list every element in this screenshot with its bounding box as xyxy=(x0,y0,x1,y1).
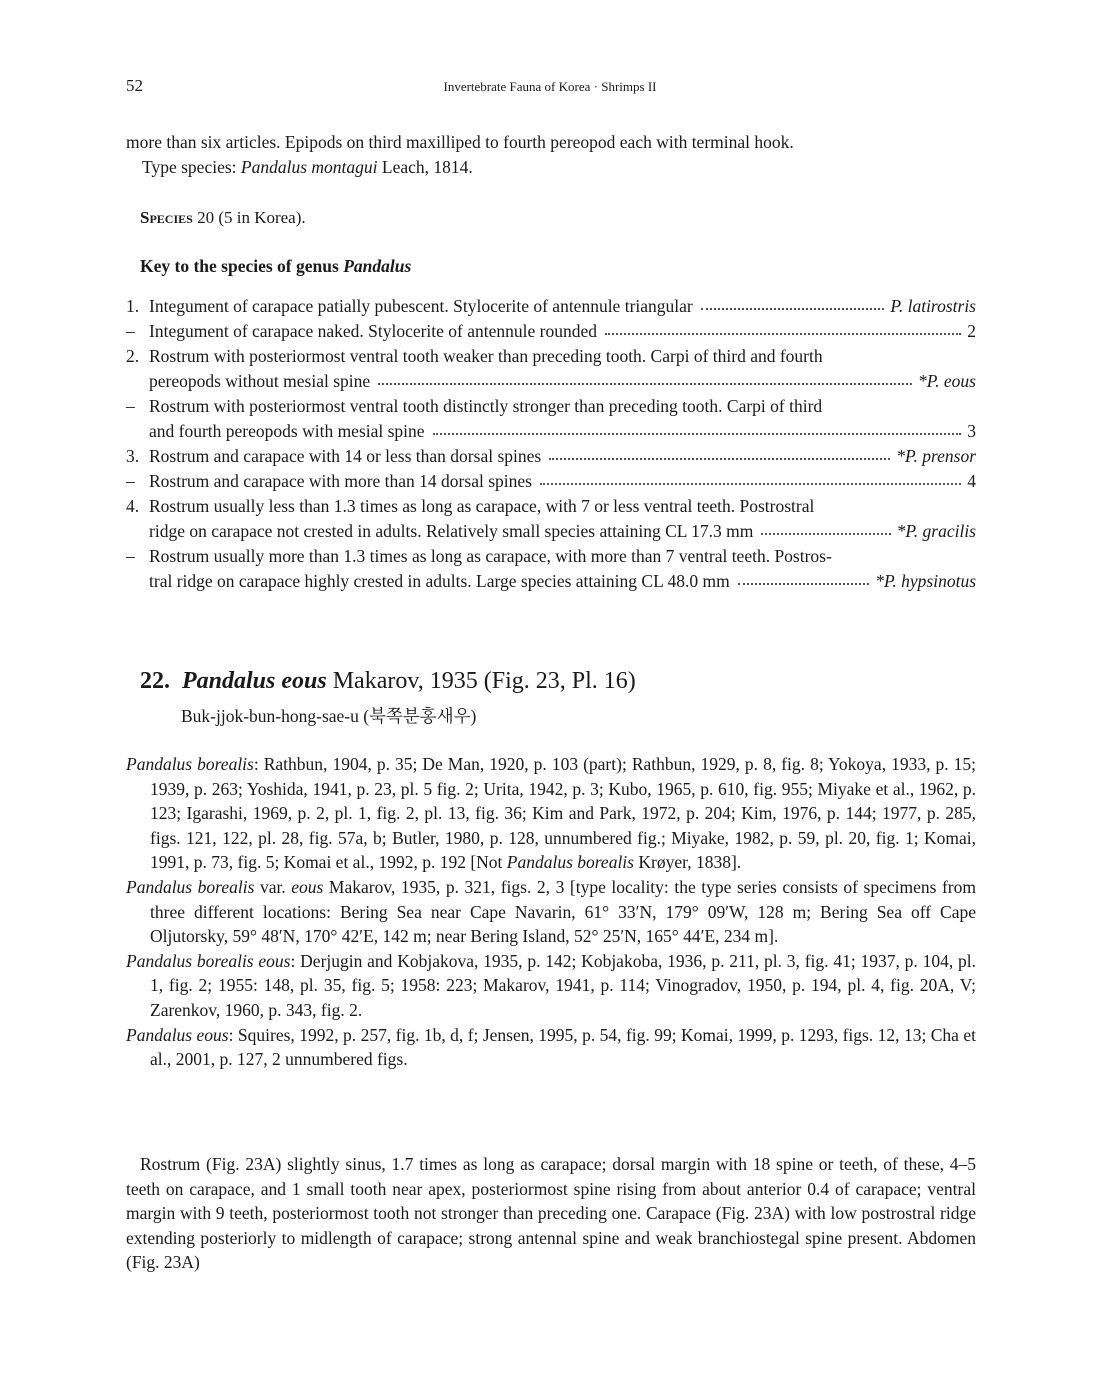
synonym-name: eous xyxy=(291,876,324,897)
synonymy-entry xyxy=(126,1023,976,1072)
key-answer: P. latirostris xyxy=(890,296,976,316)
key-line xyxy=(126,492,976,517)
description xyxy=(126,1152,976,1275)
key-answer: *P. prensor xyxy=(896,446,976,466)
synonym-name: Pandalus borealis eous xyxy=(126,950,291,971)
key-answer: 3 xyxy=(967,421,976,441)
synonym-refs: : Squires, 1992, p. 257, fig. 1b, d, f; Jensen, 1995, p. 54, fig. 99; Komai, 1999, p. 1293, figs. 12, 13; Cha et al., 2001, p. 127, 2 unnumbered figs. xyxy=(150,1024,976,1070)
key-text: Rostrum usually less than 1.3 times as long as carapace, with 7 or less ventral teeth. Postrostral xyxy=(149,496,815,516)
key-mark: – xyxy=(126,396,135,416)
key-title-genus: Pandalus xyxy=(343,256,412,276)
key-answer: 2 xyxy=(967,321,976,341)
korean-name: Buk-jjok-bun-hong-sae-u (북쪽분홍새우) xyxy=(181,706,477,726)
synonym-refs: var. xyxy=(254,876,292,897)
key-leader xyxy=(540,483,961,485)
key-text: Rostrum and carapace with 14 or less than dorsal spines xyxy=(149,446,542,466)
type-species-label: Type species: xyxy=(142,157,241,177)
synonymy xyxy=(126,752,976,1072)
key-mark: 4. xyxy=(126,496,140,516)
intro-paragraph xyxy=(126,130,976,180)
key-answer: 4 xyxy=(967,471,976,491)
species-name: Pandalus eous xyxy=(182,668,327,694)
species-authority: Makarov, 1935 (Fig. 23, Pl. 16) xyxy=(326,668,636,694)
key-line xyxy=(126,442,976,467)
synonym-name: Pandalus borealis xyxy=(506,852,634,873)
key-mark: 3. xyxy=(126,446,140,466)
type-species-author: Leach, 1814. xyxy=(377,157,473,177)
key-text: and fourth pereopods with mesial spine xyxy=(149,421,425,441)
synonym-name: Pandalus borealis xyxy=(126,876,255,897)
species-key xyxy=(126,292,976,592)
running-title: Invertebrate Fauna of Korea · Shrimps II xyxy=(443,79,657,94)
key-answer: *P. gracilis xyxy=(896,521,976,541)
key-mark: – xyxy=(126,471,135,491)
synonym-refs: Krøyer, 1838]. xyxy=(633,852,742,873)
key-leader xyxy=(738,583,869,585)
key-line xyxy=(126,367,976,392)
key-text: Rostrum with posteriormost ventral tooth distinctly stronger than preceding tooth. Carpi of third xyxy=(149,396,823,416)
key-title xyxy=(140,256,411,277)
key-text: Integument of carapace naked. Stylocerite of antennule rounded xyxy=(149,321,598,341)
synonym-name: Pandalus eous xyxy=(126,1024,229,1045)
key-answer: *P. eous xyxy=(917,371,976,391)
synonymy-entry xyxy=(126,949,976,1023)
key-text: Rostrum usually more than 1.3 times as long as carapace, with more than 7 ventral teeth. Postros- xyxy=(149,546,832,566)
synonym-refs: : Rathbun, 1904, p. 35; De Man, 1920, p. 103 (part); Rathbun, 1929, p. 8, fig. 8; Yokoya, 1933, p. 15; 1939, p. 263; Yoshida, 1941, p. 23, pl. 5 fig. 2; Urita, 1942, p. 3; Kubo, 1965, p. 610, fig. 955; Miyake et al., 1962, p. 123; Igarashi, 1969, p. 2, pl. 1, fig. 2, pl. 13, fig. 36; Kim and Park, 1972, p. 204; Kim, 1976, p. 144; 1977, p. 285, figs. 121, 122, pl. 28, fig. 57a, b; Butler, 1980, p. 128, unnumbered fig.; Miyake, 1982, p. 59, pl. 20, fig. 1; Komai, 1991, p. 73, fig. 5; Komai et al., 1992, p. 192 [Not xyxy=(150,754,977,873)
key-line xyxy=(126,417,976,442)
page-number: 52 xyxy=(126,76,143,95)
species-count xyxy=(140,208,306,228)
synonym-name: Pandalus borealis xyxy=(126,754,254,774)
key-leader xyxy=(433,433,962,435)
key-mark: – xyxy=(126,321,135,341)
key-text: ridge on carapace not crested in adults. Relatively small species attaining CL 17.3 mm xyxy=(149,521,754,541)
key-line xyxy=(126,517,976,542)
key-text: Rostrum and carapace with more than 14 dorsal spines xyxy=(149,471,532,491)
key-line xyxy=(126,292,976,317)
key-line xyxy=(126,567,976,592)
synonym-refs: Makarov, 1935, p. 321, figs. 2, 3 [type locality: the type series consists of specimens from three different locations: Bering Sea near Cape Navarin, 61° 33′N, 179° 09′W, 128 m; Bering Sea off Cape Oljutorsky, 59° 48′N, 170° 42′E, 142 m; near Bering Island, 52° 25′N, 165° 44′E, 234 m]. xyxy=(150,876,976,947)
key-line xyxy=(126,542,976,567)
intro-line: more than six articles. Epipods on third maxilliped to fourth pereopod each with terminal hook. xyxy=(126,132,794,152)
species-heading xyxy=(140,668,636,695)
type-species-line xyxy=(126,155,976,180)
key-leader xyxy=(605,333,961,335)
key-leader xyxy=(701,308,885,310)
species-label: Species xyxy=(140,208,193,227)
key-leader xyxy=(378,383,912,385)
key-answer: *P. hypsinotus xyxy=(875,571,976,591)
key-line xyxy=(126,342,976,367)
synonym-refs: : Derjugin and Kobjakova, 1935, p. 142; Kobjakoba, 1936, p. 211, pl. 3, fig. 41; 1937, p. 104, pl. 1, fig. 2; 1955: 148, pl. 35, fig. 5; 1958: 223; Makarov, 1941, p. 114; Vinogradov, 1950, p. 194, pl. 4, fig. 20A, V; Zarenkov, 1960, p. 343, fig. 2. xyxy=(150,950,976,1020)
key-text: tral ridge on carapace highly crested in adults. Large species attaining CL 48.0 mm xyxy=(149,571,730,591)
key-line xyxy=(126,392,976,417)
description-paragraph: Rostrum (Fig. 23A) slightly sinus, 1.7 times as long as carapace; dorsal margin with 18 spine or teeth, of these, 4–5 teeth on carapace, and 1 small tooth near apex, posteriormost spine rising from about anterior 0.4 of carapace; ventral margin with 9 teeth, posteriormost tooth not stronger than preceding one. Carapace (Fig. 23A) with low postrostral ridge extending posteriorly to midlength of carapace; strong antennal spine and weak branchiostegal spine present. Abdomen (Fig. 23A) xyxy=(126,1154,976,1273)
key-title-text: Key to the species of genus xyxy=(140,256,344,276)
species-value: 20 (5 in Korea). xyxy=(192,208,306,227)
key-mark: 2. xyxy=(126,346,140,366)
key-line xyxy=(126,317,976,342)
key-leader xyxy=(761,533,890,535)
key-mark: – xyxy=(126,546,135,566)
key-mark: 1. xyxy=(126,296,140,316)
key-text: Rostrum with posteriormost ventral tooth weaker than preceding tooth. Carpi of third and fourth xyxy=(149,346,823,366)
key-text: pereopods without mesial spine xyxy=(149,371,371,391)
type-species-name: Pandalus montagui xyxy=(240,157,378,177)
key-line xyxy=(126,467,976,492)
synonymy-entry xyxy=(126,752,976,875)
key-text: Integument of carapace patially pubescent. Stylocerite of antennule triangular xyxy=(149,296,693,316)
synonymy-entry xyxy=(126,875,976,949)
key-leader xyxy=(549,458,890,460)
species-number: 22. xyxy=(140,668,170,694)
